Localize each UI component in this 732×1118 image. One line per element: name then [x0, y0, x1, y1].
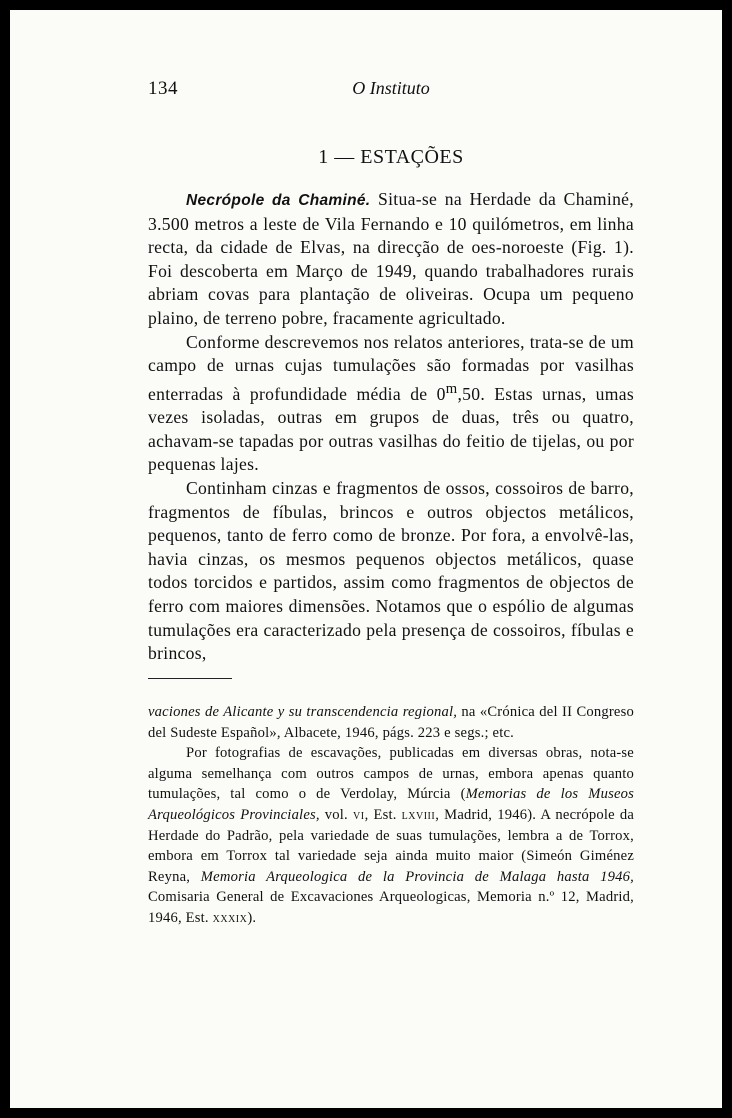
footnote-citation-text: na «Crónica del II Congreso del Sudeste Español», Albacete, 1946, págs. 223 e segs.; etc.	[148, 704, 634, 741]
footnote-title-museos: Memorias de los Museos Arqueológicos Provinciales,	[148, 786, 634, 823]
body-text	[148, 188, 634, 666]
footnote-text-d: , Est.	[364, 806, 402, 823]
footnote-citation-title: vaciones de Alicante y su transcendencia regional,	[148, 704, 458, 720]
running-title: O Instituto	[352, 78, 430, 98]
footnote-title-malaga: Memoria Arqueologica de la Provincia de Malaga hasta 1946,	[200, 868, 634, 885]
site-name: Necrópole da Chaminé.	[186, 192, 371, 209]
page-number: 134	[148, 78, 178, 99]
paragraph-2	[148, 331, 634, 477]
document-page	[10, 10, 722, 1108]
footnote-plate: lxviii	[401, 806, 436, 823]
footnote-text-g: Comisaria General de Excavaciones Arqueologicas, Memoria n.º 12, Madrid, 1946, Est.	[148, 889, 634, 926]
page-header	[148, 78, 634, 102]
footnote-volume: vi	[353, 806, 365, 823]
footnotes	[148, 702, 634, 929]
paragraph-1-text: Situa-se na Herdade da Chaminé, 3.500 metros a leste de Vila Fernando e 10 quilómetros, em linha recta, da cidade de Elvas, na direcção de oes-noroeste (Fig. 1). Foi descoberta em Março de 1949, quando trabalhadores rurais abriam covas para plantação de oliveiras. Ocupa um pequeno plaino, de terreno pobre, fracamente agricultado.	[148, 189, 634, 328]
footnote-continuation	[148, 702, 634, 743]
footnote-text-a: Por fotografias de escavações, publicadas em diversas obras, nota-se alguma semelhança com outros campos de urnas, embora apenas quanto tumulações, tal como o de Verdolay, Múrcia (	[148, 745, 634, 803]
footnote-text-c: vol.	[319, 806, 353, 823]
footnote-text-h: ).	[247, 909, 257, 926]
paragraph-2-text-a: Conforme descrevemos nos relatos anteriores, trata-se de um campo de urnas cujas tumulações são formadas por vasilhas enterradas à profundidade média de 0	[148, 331, 634, 404]
paragraph-2-text-b: ,50. Estas urnas, umas vezes isoladas, outras em grupos de duas, três ou quatro, achavam-se tapadas por outras vasilhas do feitio de tijelas, ou por pequenas lajes.	[148, 383, 634, 475]
paragraph-3	[148, 477, 634, 666]
paragraph-1	[148, 188, 634, 331]
unit-superscript: m	[445, 380, 458, 397]
footnote-divider	[148, 678, 232, 679]
footnote-text-e: , Madrid, 1946). A necrópole da Herdade do Padrão, pela variedade de suas tumulações, lembra a de Torrox, embora em Torrox tal variedade seja ainda muito maior (Simeón Giménez Reyna,	[148, 806, 635, 885]
section-title: 1 — ESTAÇÕES	[318, 146, 464, 168]
paragraph-3-text: Continham cinzas e fragmentos de ossos, cossoiros de barro, fragmentos de fíbulas, brincos e outros objectos metálicos, pequenos, tanto de ferro como de bronze. Por fora, a envolvê-las, havia cinzas, os mesmos pequenos objectos metálicos, quase todos torcidos e partidos, assim como fragmentos de objectos de ferro com maiores dimensões. Notamos que o espólio de algumas tumulações era caracterizado pela presença de cossoiros, fíbulas e brincos,	[148, 477, 634, 664]
footnote-paragraph	[148, 743, 634, 928]
footnote-plate-2: xxxix	[212, 909, 248, 926]
